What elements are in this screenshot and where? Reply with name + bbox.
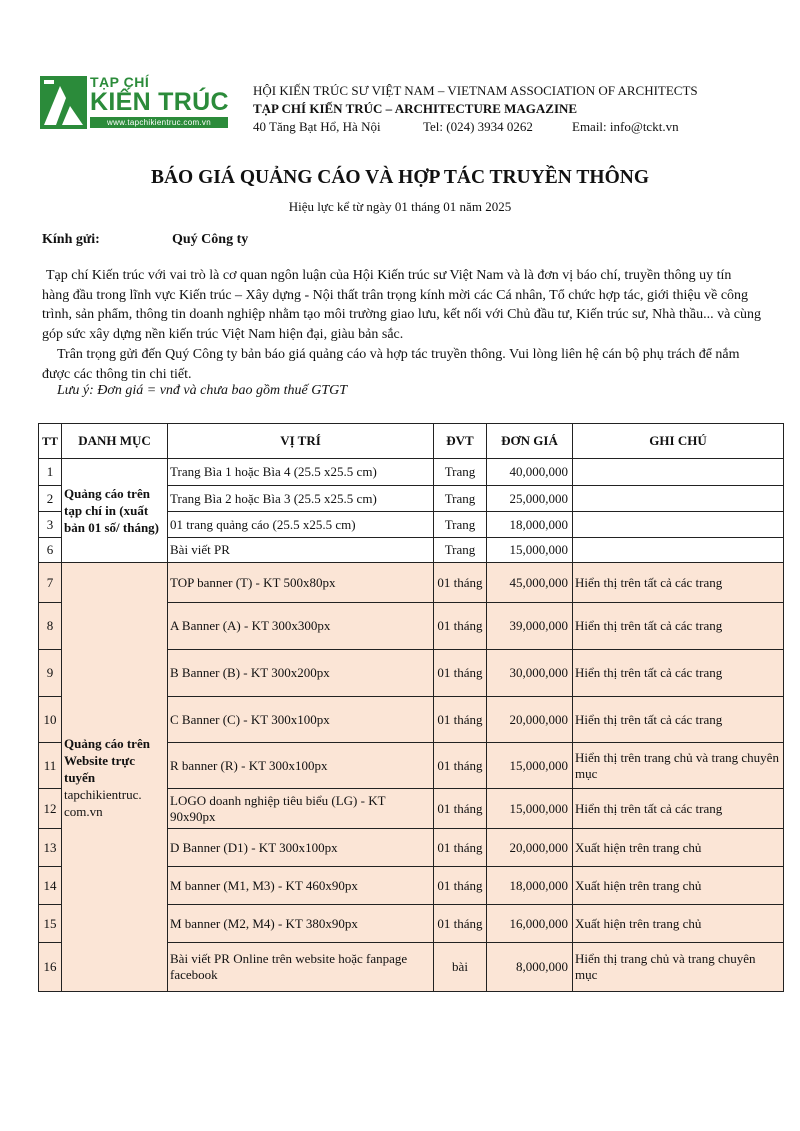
row-tt: 15 <box>39 905 62 943</box>
row-tt: 1 <box>39 459 62 486</box>
org-magazine: TẠP CHÍ KIẾN TRÚC – ARCHITECTURE MAGAZINE <box>253 101 578 116</box>
row-note: Xuất hiện trên trang chủ <box>573 829 784 867</box>
row-price: 20,000,000 <box>487 829 573 867</box>
row-unit: Trang <box>434 512 487 538</box>
row-position: B Banner (B) - KT 300x200px <box>168 650 434 697</box>
row-tt: 10 <box>39 697 62 743</box>
row-position: M banner (M2, M4) - KT 380x90px <box>168 905 434 943</box>
row-position: TOP banner (T) - KT 500x80px <box>168 563 434 603</box>
row-unit: 01 tháng <box>434 829 487 867</box>
row-position: A Banner (A) - KT 300x300px <box>168 603 434 650</box>
row-price: 39,000,000 <box>487 603 573 650</box>
row-unit: 01 tháng <box>434 789 487 829</box>
row-price: 18,000,000 <box>487 867 573 905</box>
org-address: 40 Tăng Bạt Hổ, Hà Nội <box>253 119 381 134</box>
greeting-label: Kính gửi: <box>42 232 100 247</box>
header-tt: TT <box>39 424 62 459</box>
row-position: M banner (M1, M3) - KT 460x90px <box>168 867 434 905</box>
row-unit: 01 tháng <box>434 905 487 943</box>
row-tt: 6 <box>39 538 62 563</box>
row-price: 15,000,000 <box>487 743 573 789</box>
row-tt: 16 <box>39 943 62 992</box>
category-print: Quảng cáo trên tạp chí in (xuất bản 01 số/ tháng) <box>62 459 168 563</box>
row-price: 20,000,000 <box>487 697 573 743</box>
header-note: GHI CHÚ <box>573 424 784 459</box>
logo-mark-icon <box>40 76 87 129</box>
row-unit: 01 tháng <box>434 563 487 603</box>
org-info <box>253 82 698 136</box>
row-position: Trang Bìa 1 hoặc Bìa 4 (25.5 x25.5 cm) <box>168 459 434 486</box>
row-note <box>573 459 784 486</box>
row-position: Bài viết PR <box>168 538 434 563</box>
row-price: 40,000,000 <box>487 459 573 486</box>
row-note: Hiển thị trang chủ và trang chuyên mục <box>573 943 784 992</box>
table-row <box>39 563 784 603</box>
row-price: 45,000,000 <box>487 563 573 603</box>
org-contact <box>253 118 698 136</box>
row-note <box>573 486 784 512</box>
row-tt: 9 <box>39 650 62 697</box>
row-note: Xuất hiện trên trang chủ <box>573 867 784 905</box>
org-email: Email: info@tckt.vn <box>572 119 679 134</box>
greeting-recipient: Quý Công ty <box>172 232 249 247</box>
header-category: DANH MỤC <box>62 424 168 459</box>
row-tt: 8 <box>39 603 62 650</box>
price-table <box>38 423 784 992</box>
row-note <box>573 512 784 538</box>
row-price: 15,000,000 <box>487 789 573 829</box>
row-position: D Banner (D1) - KT 300x100px <box>168 829 434 867</box>
logo-small-text: TẠP CHÍ <box>90 74 150 90</box>
row-tt: 12 <box>39 789 62 829</box>
row-unit: Trang <box>434 459 487 486</box>
row-note: Hiển thị trên tất cả các trang <box>573 650 784 697</box>
row-position: Bài viết PR Online trên website hoặc fanpage facebook <box>168 943 434 992</box>
logo-url: www.tapchikientruc.com.vn <box>90 117 228 128</box>
row-tt: 7 <box>39 563 62 603</box>
org-tel: Tel: (024) 3934 0262 <box>423 119 533 134</box>
row-unit: Trang <box>434 538 487 563</box>
row-unit: 01 tháng <box>434 743 487 789</box>
row-unit: Trang <box>434 486 487 512</box>
category-web-title: Quảng cáo trên Website trực tuyến <box>64 735 150 785</box>
row-unit: 01 tháng <box>434 867 487 905</box>
row-tt: 13 <box>39 829 62 867</box>
header-unit: ĐVT <box>434 424 487 459</box>
magazine-logo <box>40 74 230 130</box>
row-note: Hiển thị trên trang chủ và trang chuyên mục <box>573 743 784 789</box>
row-note: Hiển thị trên tất cả các trang <box>573 789 784 829</box>
row-note: Hiển thị trên tất cả các trang <box>573 603 784 650</box>
row-note: Hiển thị trên tất cả các trang <box>573 697 784 743</box>
row-tt: 2 <box>39 486 62 512</box>
table-row <box>39 459 784 486</box>
row-tt: 11 <box>39 743 62 789</box>
row-price: 30,000,000 <box>487 650 573 697</box>
row-position: R banner (R) - KT 300x100px <box>168 743 434 789</box>
table-header-row <box>39 424 784 459</box>
category-web <box>62 563 168 992</box>
row-note: Xuất hiện trên trang chủ <box>573 905 784 943</box>
row-unit: 01 tháng <box>434 603 487 650</box>
row-tt: 3 <box>39 512 62 538</box>
row-unit: 01 tháng <box>434 650 487 697</box>
price-note: Lưu ý: Đơn giá = vnđ và chưa bao gồm thuế GTGT <box>57 383 348 398</box>
category-web-site: tapchikientruc. com.vn <box>64 786 142 819</box>
intro-paragraph: Tạp chí Kiến trúc với vai trò là cơ quan ngôn luận của Hội Kiến trúc sư Việt Nam và là đơn vị báo chí, truyền thông uy tín hàng đầu trong lĩnh vực Kiến trúc – Xây dựng - Nội thất trân trọng kính mời các Cá nhân, Tổ chức hợp tác, giới thiệu về công trình, sản phẩm, thông tin doanh nghiệp nhằm tạo môi trường giao lưu, kết nối với Chủ đầu tư, Kiến trúc sư, Nhà thầu... và cùng góp sức xây dựng nền kiến trúc Việt Nam hiện đại, giàu bản sắc. <box>42 268 761 342</box>
row-unit: 01 tháng <box>434 697 487 743</box>
row-price: 16,000,000 <box>487 905 573 943</box>
row-position: 01 trang quảng cáo (25.5 x25.5 cm) <box>168 512 434 538</box>
header-price: ĐƠN GIÁ <box>487 424 573 459</box>
row-price: 18,000,000 <box>487 512 573 538</box>
row-position: C Banner (C) - KT 300x100px <box>168 697 434 743</box>
row-note <box>573 538 784 563</box>
page-title: BÁO GIÁ QUẢNG CÁO VÀ HỢP TÁC TRUYỀN THÔNG <box>150 167 650 188</box>
row-position: LOGO doanh nghiệp tiêu biểu (LG) - KT 90x90px <box>168 789 434 829</box>
row-price: 8,000,000 <box>487 943 573 992</box>
org-association: HỘI KIẾN TRÚC SƯ VIỆT NAM – VIETNAM ASSOCIATION OF ARCHITECTS <box>253 83 698 98</box>
row-position: Trang Bìa 2 hoặc Bìa 3 (25.5 x25.5 cm) <box>168 486 434 512</box>
header-position: VỊ TRÍ <box>168 424 434 459</box>
page-subtitle: Hiệu lực kể từ ngày 01 tháng 01 năm 2025 <box>288 199 512 214</box>
contact-paragraph: Trân trọng gửi đến Quý Công ty bản báo giá quảng cáo và hợp tác truyền thông. Vui lòng liên hệ cán bộ phụ trách để nắm được các thông tin chi tiết. <box>42 347 740 382</box>
row-tt: 14 <box>39 867 62 905</box>
logo-big-text: KIẾN TRÚC <box>90 88 229 116</box>
row-unit: bài <box>434 943 487 992</box>
row-price: 15,000,000 <box>487 538 573 563</box>
row-note: Hiển thị trên tất cả các trang <box>573 563 784 603</box>
row-price: 25,000,000 <box>487 486 573 512</box>
